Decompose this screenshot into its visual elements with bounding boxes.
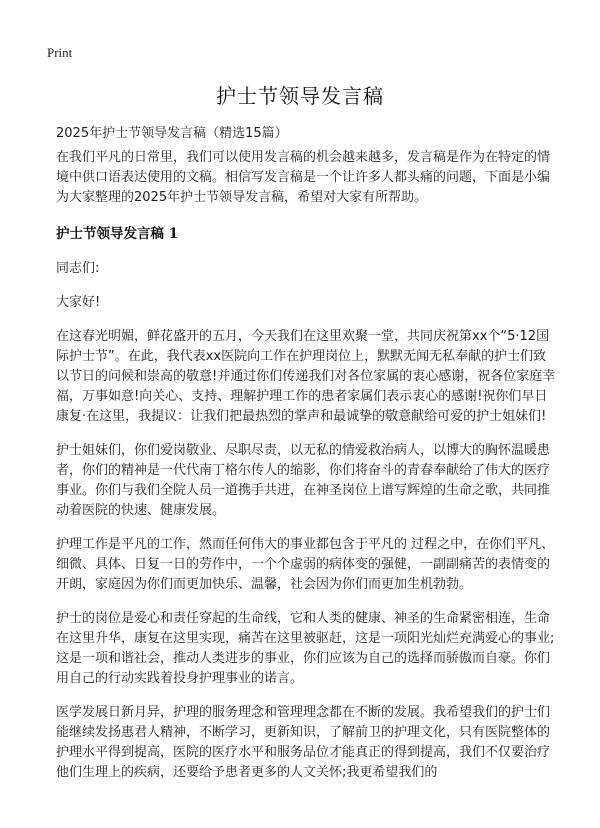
intro-paragraph: 在我们平凡的日常里，我们可以使用发言稿的机会越来越多，发言稿是作为在特定的情境中供口语表达使用的文稿。相信写发言稿是一个让许多人都头痛的问题，下面是小编为大家整理的2025年护士节领导发言稿，希望对大家有所帮助。 bbox=[56, 150, 551, 205]
body-paragraph: 护士姐妹们，你们爱岗敬业、尽职尽责，以无私的情爱救治病人，以博大的胸怀温暖患者，你们的精神是一代代南丁格尔传人的缩影，你们将奋斗的青春奉献给了伟大的医疗事业。你们与我们全院人员一道携手共进，在神圣岗位上谱写辉煌的生命之歌，共同推动着医院的快速、健康发展。 bbox=[56, 443, 551, 518]
greeting: 大家好! bbox=[56, 295, 101, 310]
salutation: 同志们: bbox=[56, 261, 100, 276]
document-subtitle: 2025年护士节领导发言稿（精选15篇） bbox=[56, 126, 288, 141]
document-body bbox=[56, 148, 556, 797]
body-paragraph: 在这春光明媚，鲜花盛开的五月，今天我们在这里欢聚一堂，共同庆祝第xx个“5·12国际护士节”。在此，我代表xx医院向工作在护理岗位上，默默无闻无私奉献的护士们致以节日的问候和崇高的敬意!并通过你们传递我们对各位家属的衷心感谢，祝各位家庭幸福，万事如意!向关心、支持、理解护理工作的患者家属们表示衷心的感谢!祝你们早日康复·在这里，我提议：让我们把最热烈的掌声和最诚挚的敬意献给可爱的护士姐妹们! bbox=[56, 329, 556, 424]
page-title: 护士节领导发言稿 bbox=[216, 84, 384, 108]
body-paragraph: 医学发展日新月异，护理的服务理念和管理理念都在不断的发展。我希望我们的护士们能继续发扬惠君人精神，不断学习，更新知识，了解前卫的护理文化，只有医院整体的护理水平得到提高，医院的医疗水平和服务品位才能真正的得到提高，我们不仅要治疗他们生理上的疾病，还要给予患者更多的人文关怀;我更希望我们的 bbox=[56, 705, 551, 780]
section-heading: 护士节领导发言稿 1 bbox=[56, 226, 179, 242]
print-link[interactable]: Print bbox=[47, 45, 73, 60]
body-paragraph: 护士的岗位是爱心和责任穿起的生命线，它和人类的健康、神圣的生命紧密相连，生命在这里升华，康复在这里实现，痛苦在这里被驱赶，这是一项阳光灿烂充满爱心的事业;这是一项和谐社会，推动人类进步的事业，你们应该为自己的选择而骄傲而自豪。你们用自己的行动实践着投身护理事业的诺言。 bbox=[56, 611, 555, 686]
body-paragraph: 护理工作是平凡的工作，然而任何伟大的事业都包含于平凡的 过程之中，在你们平凡、细微、具体、日复一日的劳作中，一个个虚弱的病体变的强健，一副副痛苦的表情变的开朗，家庭因为你们而更加快乐、温馨，社会因为你们而更加生机勃勃。 bbox=[56, 537, 555, 592]
